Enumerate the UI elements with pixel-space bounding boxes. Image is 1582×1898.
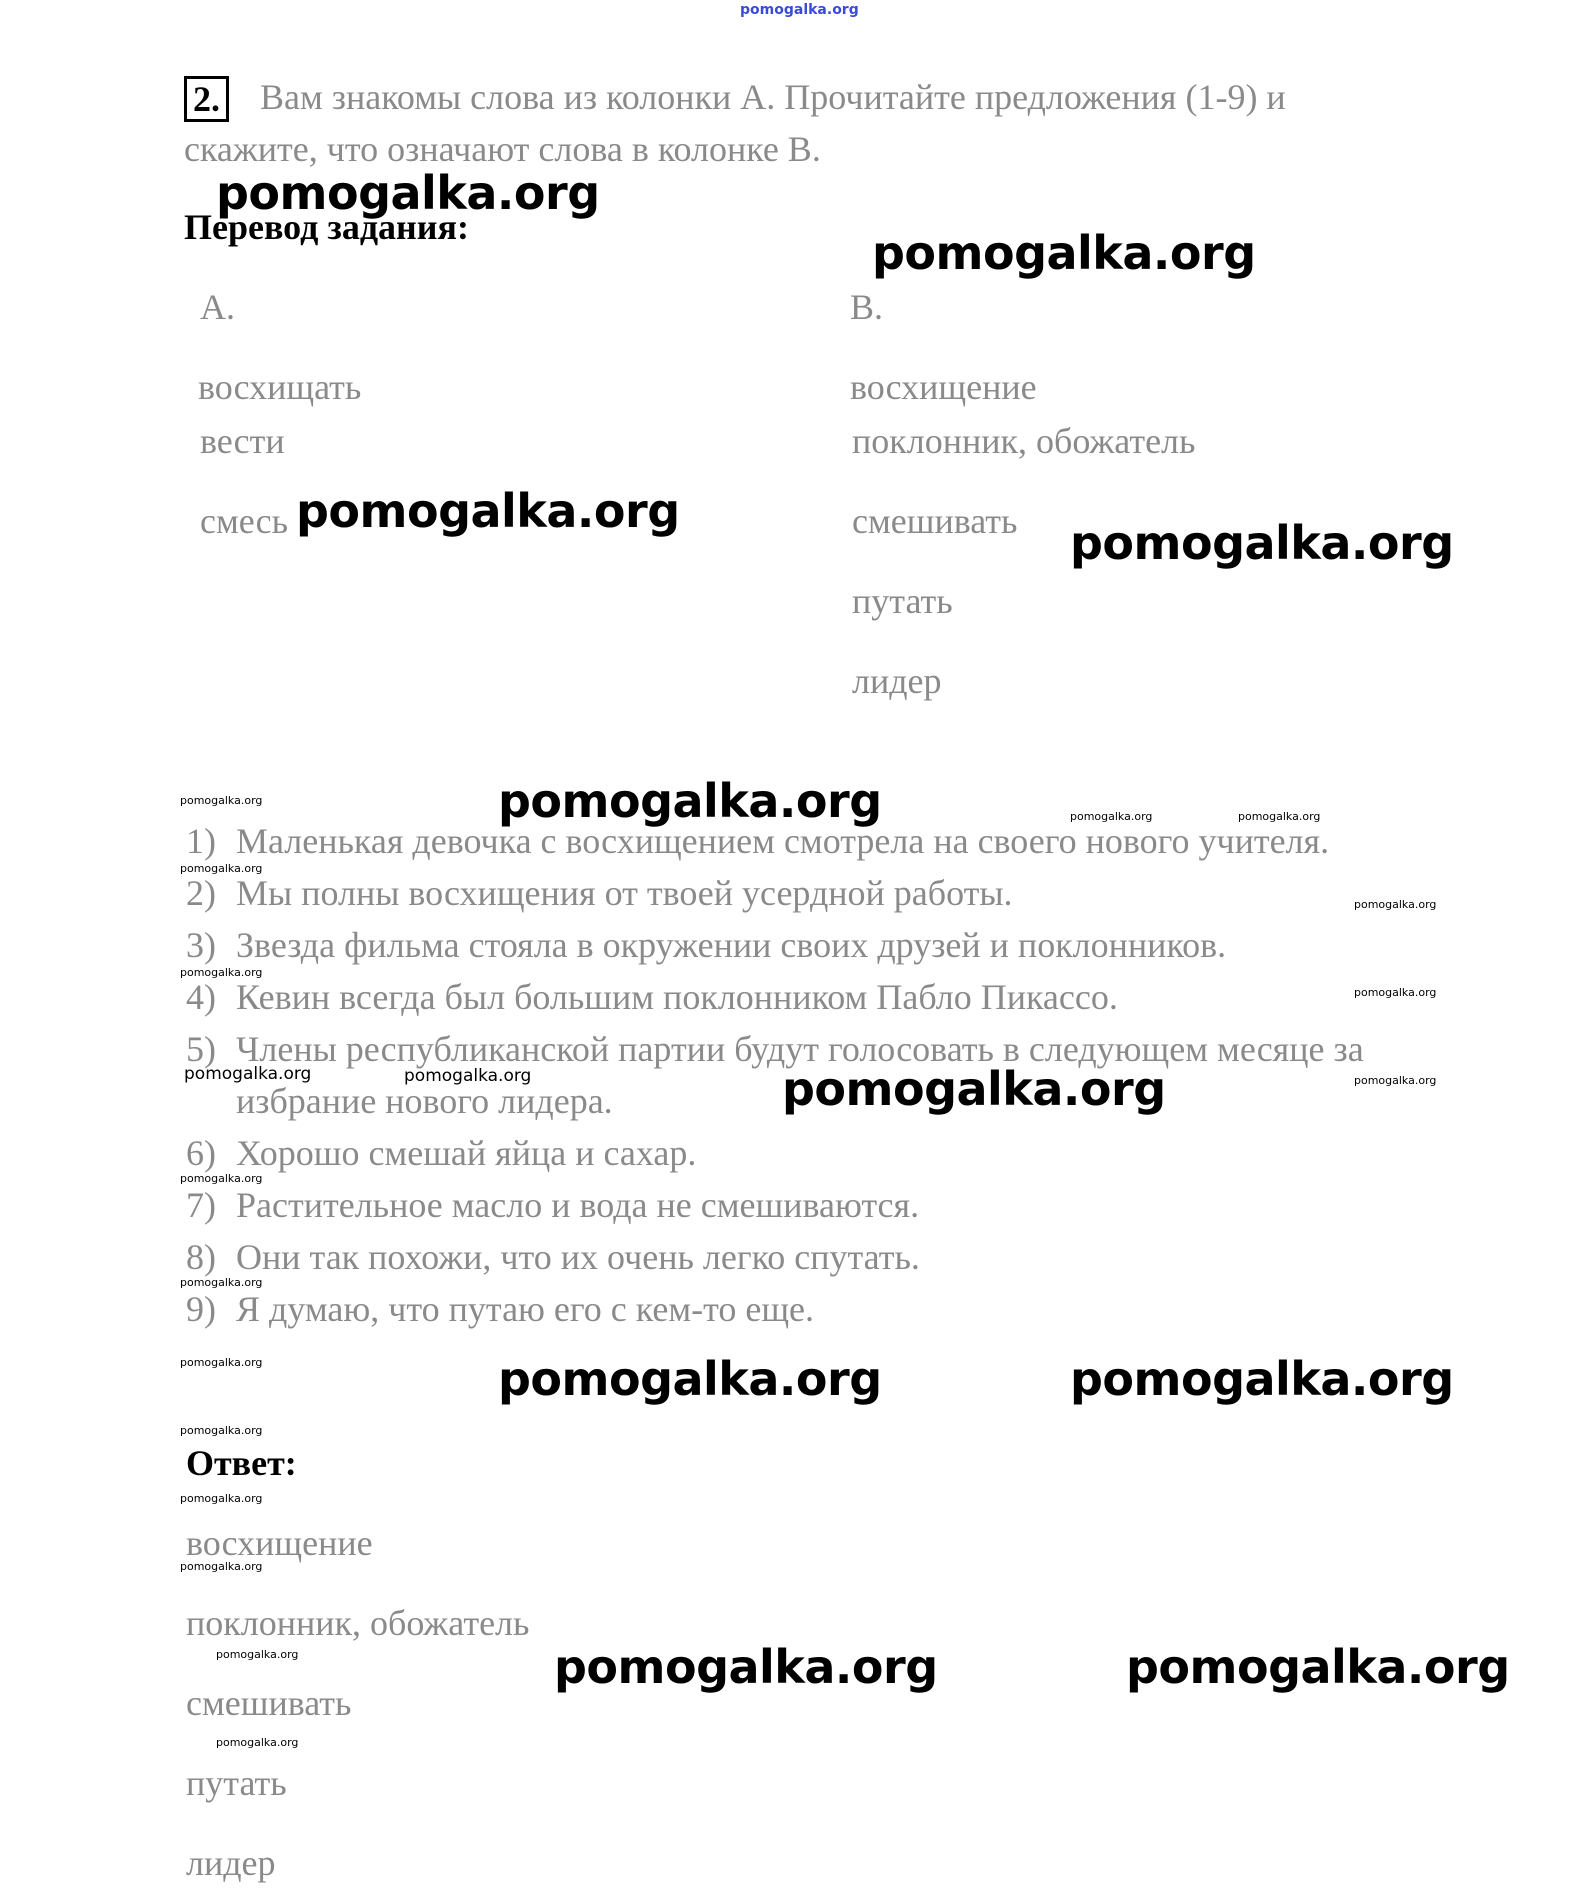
watermark-large: pomogalka.org [296,484,680,538]
watermark-small: pomogalka.org [180,1356,263,1369]
task-number: 2. [184,76,229,122]
translation-heading: Перевод задания: [184,207,469,247]
watermark-large: pomogalka.org [1070,1352,1454,1406]
watermark-small: pomogalka.org [180,966,263,979]
watermark-large: pomogalka.org [554,1640,938,1694]
watermark-small: pomogalka.org [180,1424,263,1437]
sentence-item [186,976,1118,1018]
sentence-item [186,924,1226,966]
watermark-large: pomogalka.org [1126,1640,1510,1694]
watermark-small: pomogalka.org [1354,986,1437,999]
sentence-number: 1) [186,821,216,861]
sentence-item [186,1288,814,1330]
watermark-large: pomogalka.org [216,166,600,220]
column-a-word: восхищать [198,367,362,407]
column-a-header: A. [200,287,235,327]
sentence-text: Маленькая девочка с восхищением смотрела на своего нового учителя. [236,821,1330,861]
watermark-small: pomogalka.org [216,1736,299,1749]
sentence-number: 6) [186,1133,216,1173]
watermark-medium: pomogalka.org [404,1066,532,1086]
sentence-number: 8) [186,1237,216,1277]
sentence-number: 5) [186,1029,216,1069]
watermark-large: pomogalka.org [1070,516,1454,570]
sentence-item [186,1028,1364,1070]
watermark-small: pomogalka.org [180,1560,263,1573]
answer-word: поклонник, обожатель [186,1603,530,1643]
watermark-small: pomogalka.org [180,1172,263,1185]
sentence-item [186,1236,920,1278]
sentence-item [186,872,1013,914]
watermark-medium: pomogalka.org [184,1064,312,1084]
sentence-text: Растительное масло и вода не смешиваются. [236,1185,920,1225]
answer-word: лидер [186,1843,276,1883]
watermark-large: pomogalka.org [498,1352,882,1406]
sentence-text: Мы полны восхищения от твоей усердной работы. [236,873,1013,913]
column-b-word: поклонник, обожатель [852,421,1196,461]
sentence-text: Они так похожи, что их очень легко спутать. [236,1237,920,1277]
sentence-item [186,1184,919,1226]
answer-heading: Ответ: [186,1443,297,1483]
column-b-word: смешивать [852,501,1018,541]
watermark-small: pomogalka.org [180,862,263,875]
watermark-large: pomogalka.org [498,774,882,828]
task-text-line2: скажите, что означают слова в колонке B. [184,129,821,169]
answer-word: смешивать [186,1683,352,1723]
watermark-small: pomogalka.org [1070,810,1153,823]
column-b-header: B. [850,287,884,327]
answer-word: путать [186,1763,287,1803]
sentence-text: Звезда фильма стояла в окружении своих друзей и поклонников. [236,925,1227,965]
watermark-large: pomogalka.org [782,1062,1166,1116]
watermark-small: pomogalka.org [1354,898,1437,911]
sentence-item [186,1132,696,1174]
sentence-number: 3) [186,925,216,965]
watermark-small: pomogalka.org [216,1648,299,1661]
column-b-word: путать [852,581,953,621]
sentence-number: 4) [186,977,216,1017]
watermark-large: pomogalka.org [872,226,1256,280]
sentence-number: 2) [186,873,216,913]
column-b-word: восхищение [850,367,1037,407]
watermark-small: pomogalka.org [180,794,263,807]
sentence-text: Кевин всегда был большим поклонником Пабло Пикассо. [236,977,1118,1017]
sentence-number: 9) [186,1289,216,1329]
task-text-line1: Вам знакомы слова из колонки А. Прочитайте предложения (1-9) и [260,77,1286,117]
top-watermark: pomogalka.org [740,2,859,18]
watermark-small: pomogalka.org [180,1276,263,1289]
sentence-text: Члены республиканской партии будут голосовать в следующем месяце за [236,1029,1364,1069]
watermark-small: pomogalka.org [1238,810,1321,823]
sentence-number: 7) [186,1185,216,1225]
sentence-text: Я думаю, что путаю его с кем-то еще. [236,1289,815,1329]
answer-word: восхищение [186,1523,373,1563]
watermark-small: pomogalka.org [180,1492,263,1505]
column-a-word: смесь [200,501,289,541]
watermark-small: pomogalka.org [1354,1074,1437,1087]
column-a-word: вести [200,421,285,461]
column-b-word: лидер [852,661,942,701]
sentence-continuation: избрание нового лидера. [236,1081,613,1121]
sentence-text: Хорошо смешай яйца и сахар. [236,1133,697,1173]
